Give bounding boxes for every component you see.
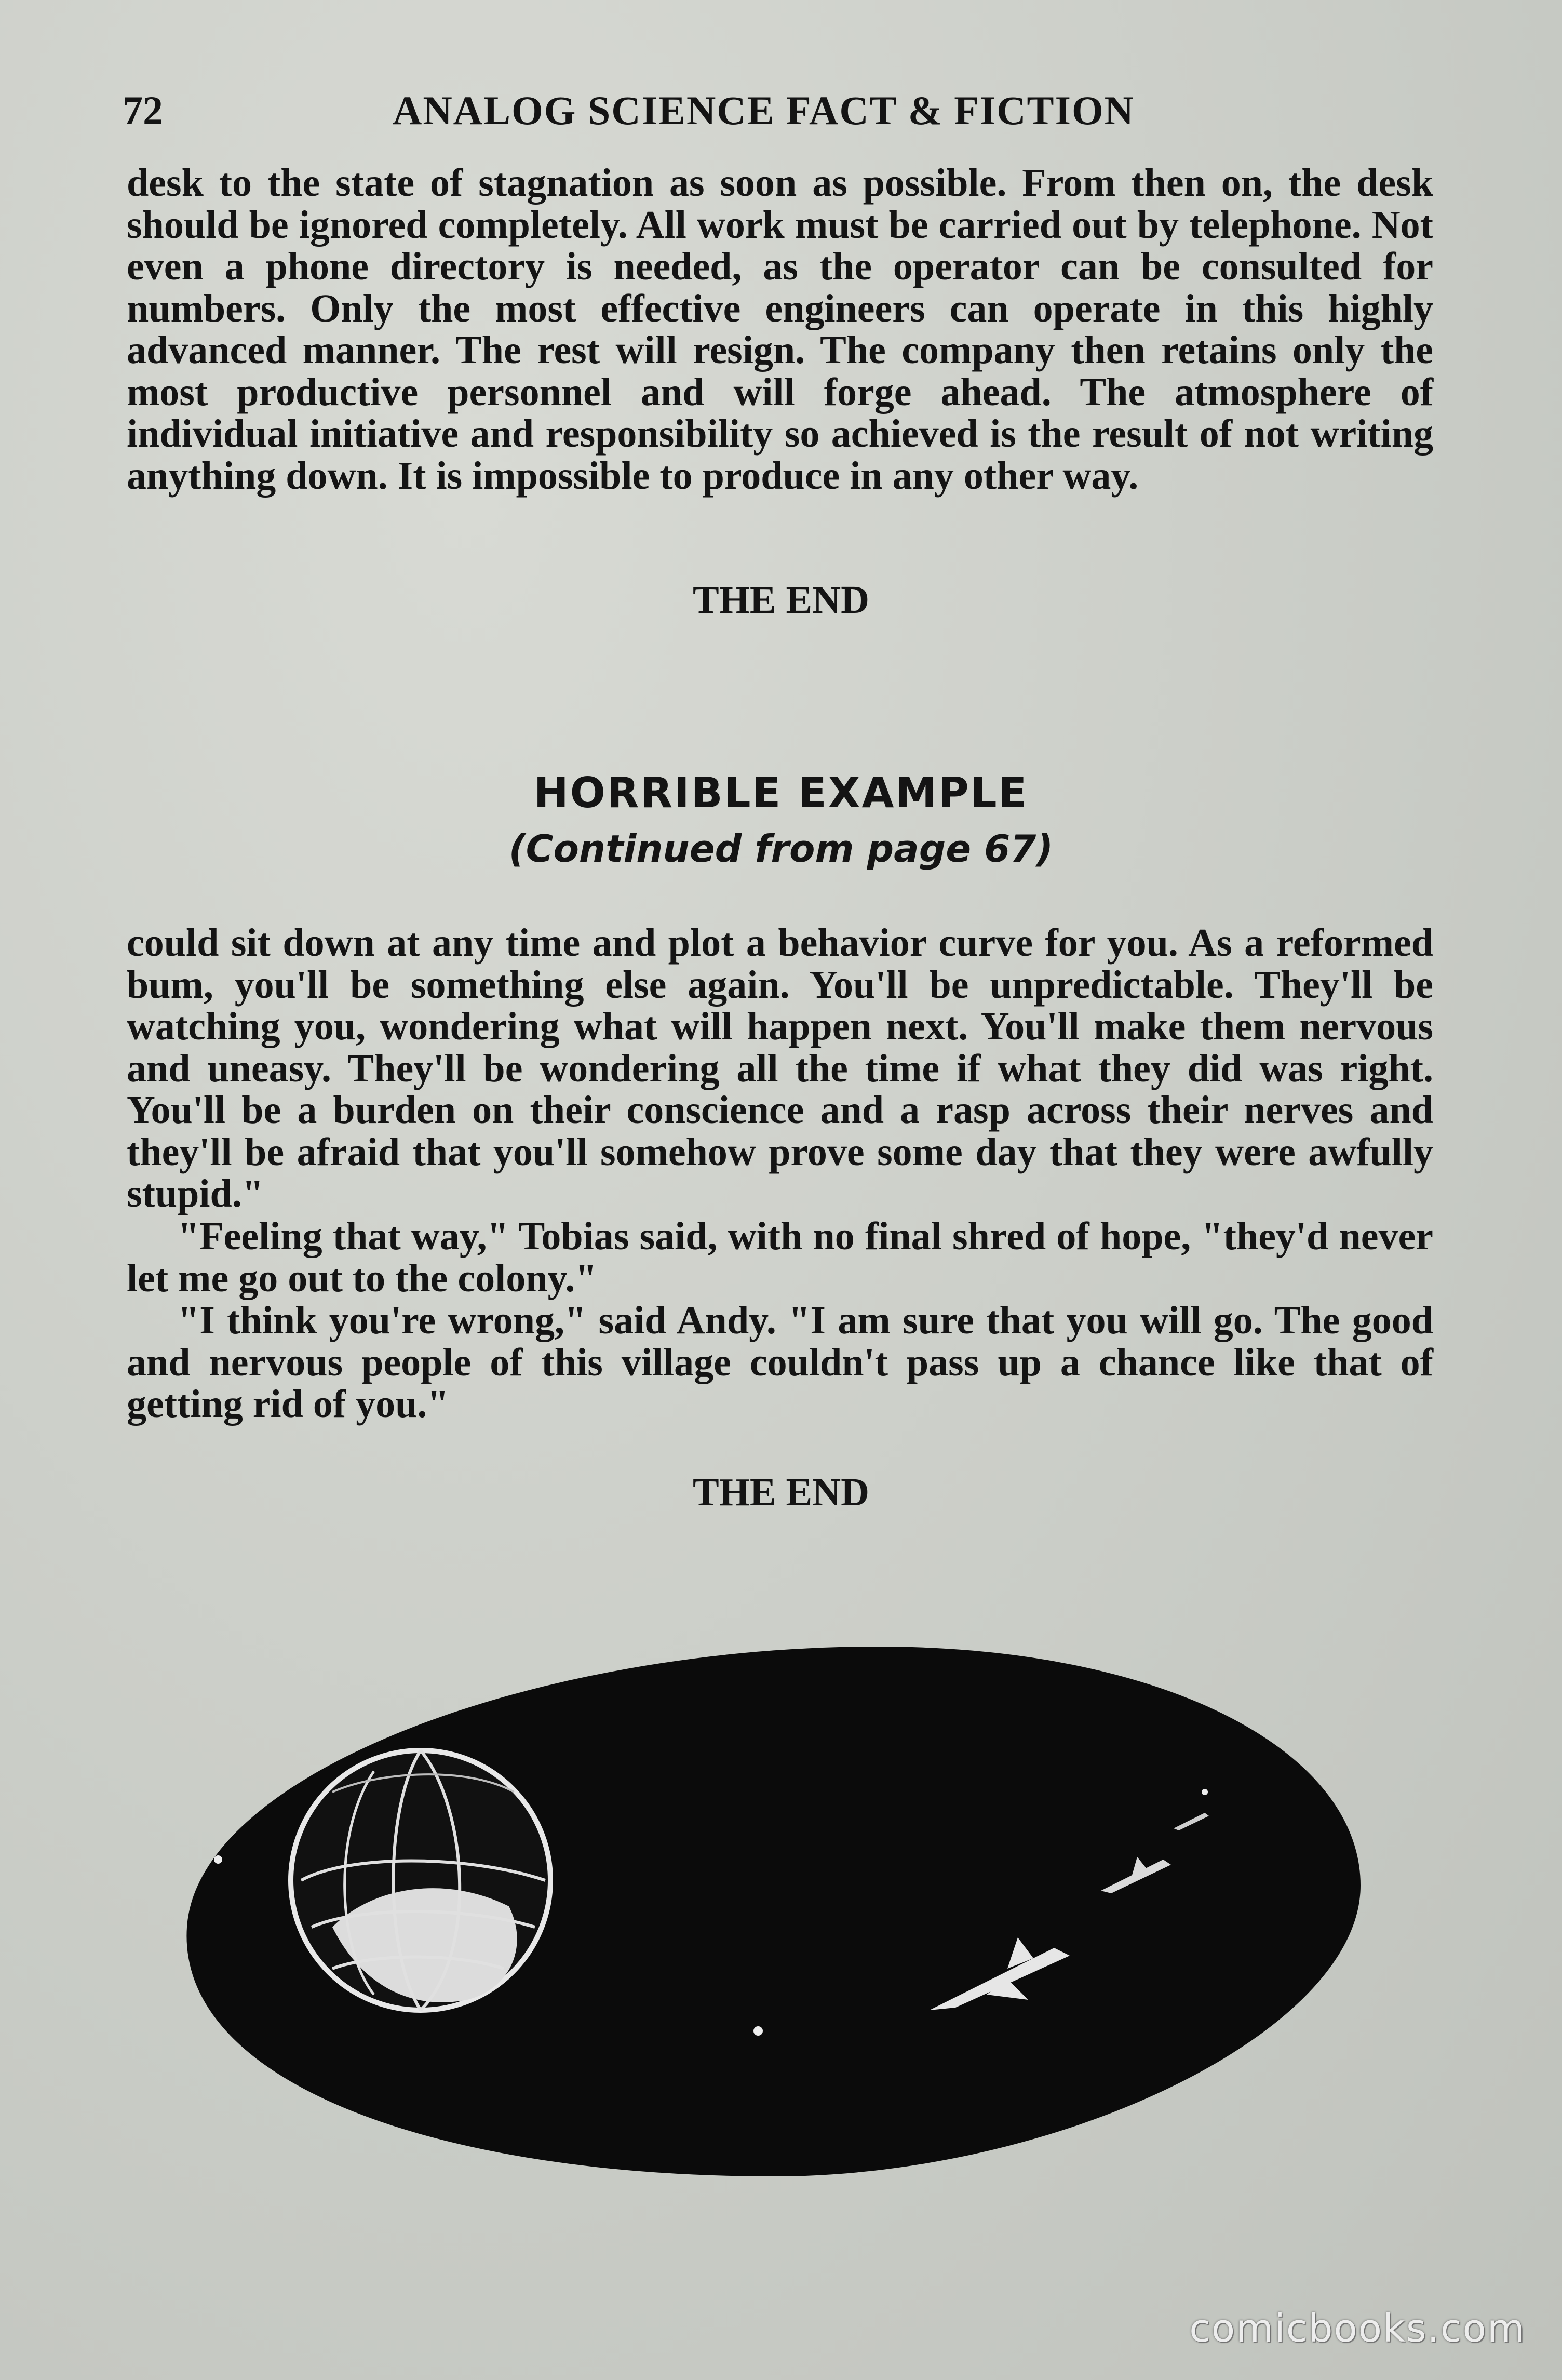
page-number: 72 (123, 88, 163, 133)
story2-paragraph-3: "I think you're wrong," said Andy. "I am sure that you will go. The good and nervous people of this village couldn't pass up a chance like that of getting rid of you." (127, 1299, 1433, 1426)
continued-note: (Continued from page 67) (508, 827, 1054, 871)
story2-paragraph-2: "Feeling that way," Tobias said, with no final shred of hope, "they'd never let me go out to the colony." (127, 1214, 1433, 1300)
star (214, 1855, 222, 1864)
story2-end-marker: THE END (693, 1470, 869, 1514)
running-head: ANALOG SCIENCE FACT & FICTION (393, 88, 1135, 133)
page-header (123, 87, 1431, 144)
story-title: HORRIBLE EXAMPLE (533, 769, 1029, 817)
planet-globe (291, 1750, 550, 2010)
watermark: comicbooks.com (1189, 2306, 1526, 2351)
story1-final-paragraph: desk to the state of stagnation as soon as possible. From then on, the desk should be ignored completely. All work must be carried out by telephone. Not even a phone directory is needed, as the operator can be consulted for numbers. Only the most effective engineers can operate in this highly advanced manner. The rest will resign. The company then retains only the most productive personnel and will forge ahead. The atmosphere of individual initiative and responsibility so achieved is the result of not writing anything down. It is impossible to produce in any other way. (127, 161, 1433, 498)
star (753, 2026, 763, 2036)
space-illustration (177, 1636, 1371, 2187)
story2-paragraph-1: could sit down at any time and plot a behavior curve for you. As a reformed bum, you'll be something else again. You'll be unpredictable. They'll be watching you, wondering what will happen next. You'll make them nervous and uneasy. They'll be wondering all the time if what they did was right. You'll be a burden on their conscience and a rasp across their nerves and they'll be afraid that you'll somehow prove some day that they were awfully stupid." (127, 921, 1433, 1215)
star (1202, 1789, 1208, 1795)
story1-end-marker: THE END (693, 578, 869, 622)
